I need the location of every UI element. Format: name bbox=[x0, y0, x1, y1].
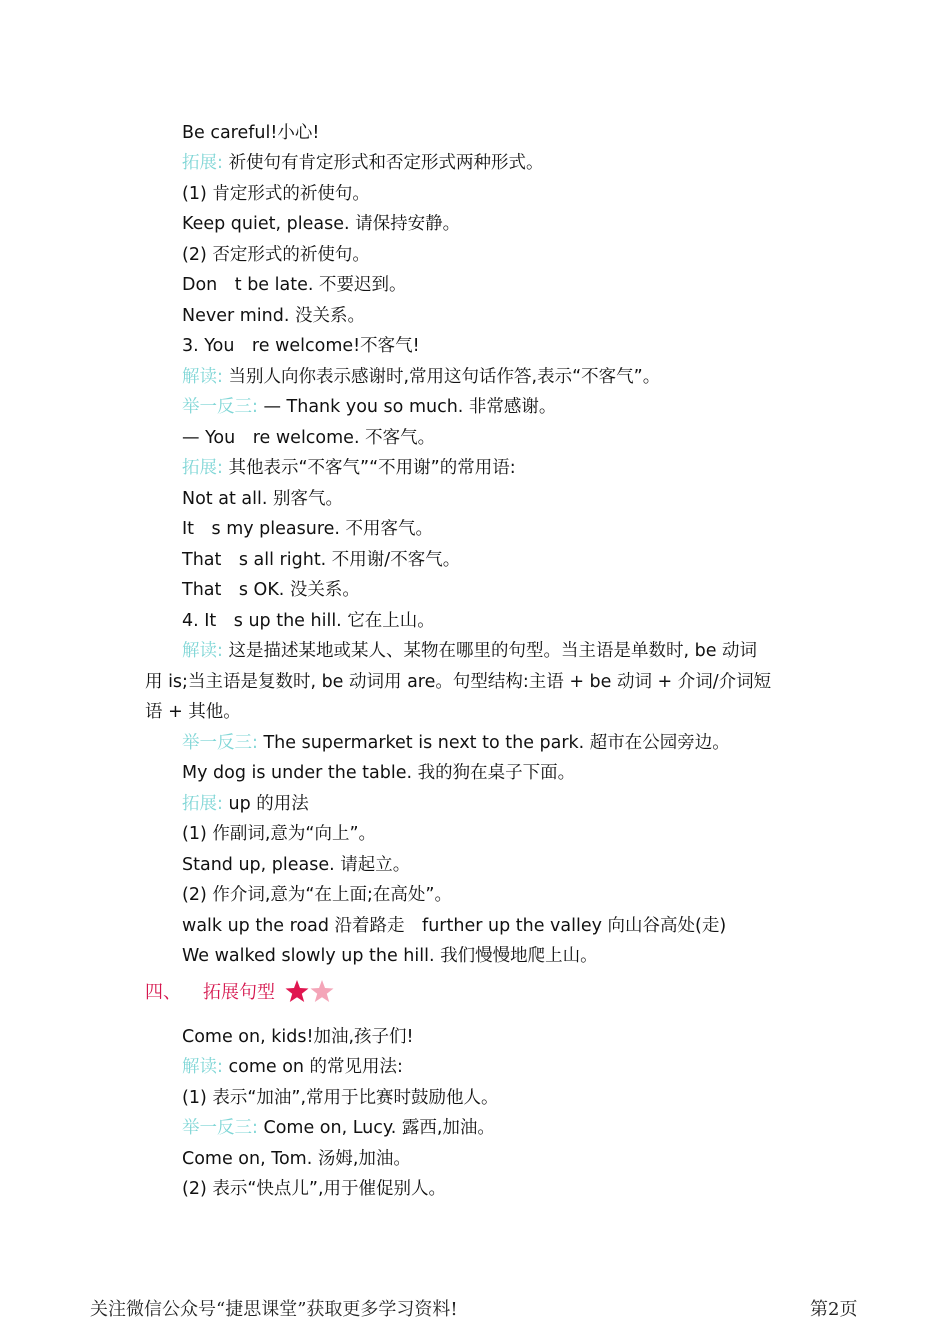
section-title: 拓展句型 bbox=[203, 982, 275, 1003]
text-line: 拓展: 祈使句有肯定形式和否定形式两种形式。 bbox=[182, 153, 544, 173]
text-line: 3. You re welcome!不客气! bbox=[182, 336, 420, 356]
text-line: Be careful!小心! bbox=[182, 123, 320, 143]
star-full-icon bbox=[286, 980, 309, 1002]
text-line: It s my pleasure. 不用客气。 bbox=[182, 519, 434, 539]
text-line: — You re welcome. 不客气。 bbox=[182, 428, 436, 448]
text-line: (2) 作介词,意为“在上面;在高处”。 bbox=[182, 885, 452, 905]
text-line: 语 + 其他。 bbox=[145, 702, 241, 722]
text-line: 拓展: up 的用法 bbox=[182, 794, 309, 814]
section-heading bbox=[145, 980, 275, 1006]
text-line: Stand up, please. 请起立。 bbox=[182, 855, 411, 875]
text-line: Come on, kids!加油,孩子们! bbox=[182, 1027, 414, 1047]
line-label: 拓展: bbox=[182, 153, 223, 173]
text-line: Not at all. 别客气。 bbox=[182, 489, 343, 509]
text-line: walk up the road 沿着路走 further up the valley 向山谷高处(走) bbox=[182, 916, 727, 936]
text-line: 解读: come on 的常见用法: bbox=[182, 1057, 403, 1077]
text-line: Don t be late. 不要迟到。 bbox=[182, 275, 407, 295]
text-line: Come on, Tom. 汤姆,加油。 bbox=[182, 1149, 411, 1169]
page-number: 第2页 bbox=[810, 1299, 858, 1320]
text-line: (1) 表示“加油”,常用于比赛时鼓励他人。 bbox=[182, 1088, 499, 1108]
text-line: 用 is;当主语是复数时, be 动词用 are。句型结构:主语 + be 动词 + 介词/介词短 bbox=[145, 672, 772, 692]
line-label: 举一反三: bbox=[182, 733, 258, 753]
text-line: (1) 作副词,意为“向上”。 bbox=[182, 824, 377, 844]
line-label: 举一反三: bbox=[182, 1118, 258, 1138]
text-line: My dog is under the table. 我的狗在桌子下面。 bbox=[182, 763, 576, 783]
text-line: That s OK. 没关系。 bbox=[182, 580, 360, 600]
text-line: 举一反三: — Thank you so much. 非常感谢。 bbox=[182, 397, 557, 417]
text-line: 解读: 这是描述某地或某人、某物在哪里的句型。当主语是单数时, be 动词 bbox=[182, 641, 758, 661]
line-label: 解读: bbox=[182, 641, 223, 661]
text-line: Never mind. 没关系。 bbox=[182, 306, 365, 326]
text-line: 4. It s up the hill. 它在上山。 bbox=[182, 611, 435, 631]
line-label: 拓展: bbox=[182, 458, 223, 478]
text-line: 举一反三: The supermarket is next to the park. 超市在公园旁边。 bbox=[182, 733, 730, 753]
text-line: That s all right. 不用谢/不客气。 bbox=[182, 550, 461, 570]
text-line: We walked slowly up the hill. 我们慢慢地爬上山。 bbox=[182, 946, 598, 966]
text-line: 举一反三: Come on, Lucy. 露西,加油。 bbox=[182, 1118, 495, 1138]
text-line: (1) 肯定形式的祈使句。 bbox=[182, 184, 370, 204]
text-line: (2) 表示“快点儿”,用于催促别人。 bbox=[182, 1179, 447, 1199]
line-label: 拓展: bbox=[182, 794, 223, 814]
text-line: 解读: 当别人向你表示感谢时,常用这句话作答,表示“不客气”。 bbox=[182, 367, 661, 387]
line-label: 举一反三: bbox=[182, 397, 258, 417]
difficulty-stars bbox=[284, 978, 338, 1006]
text-line: (2) 否定形式的祈使句。 bbox=[182, 245, 370, 265]
section-number: 四、 bbox=[145, 982, 181, 1003]
text-line: 拓展: 其他表示“不客气”“不用谢”的常用语: bbox=[182, 458, 516, 478]
line-label: 解读: bbox=[182, 367, 223, 387]
line-label: 解读: bbox=[182, 1057, 223, 1077]
text-line: Keep quiet, please. 请保持安静。 bbox=[182, 214, 461, 234]
star-light-icon bbox=[311, 980, 334, 1002]
footer-promo: 关注微信公众号“捷思课堂”获取更多学习资料! bbox=[90, 1299, 458, 1320]
